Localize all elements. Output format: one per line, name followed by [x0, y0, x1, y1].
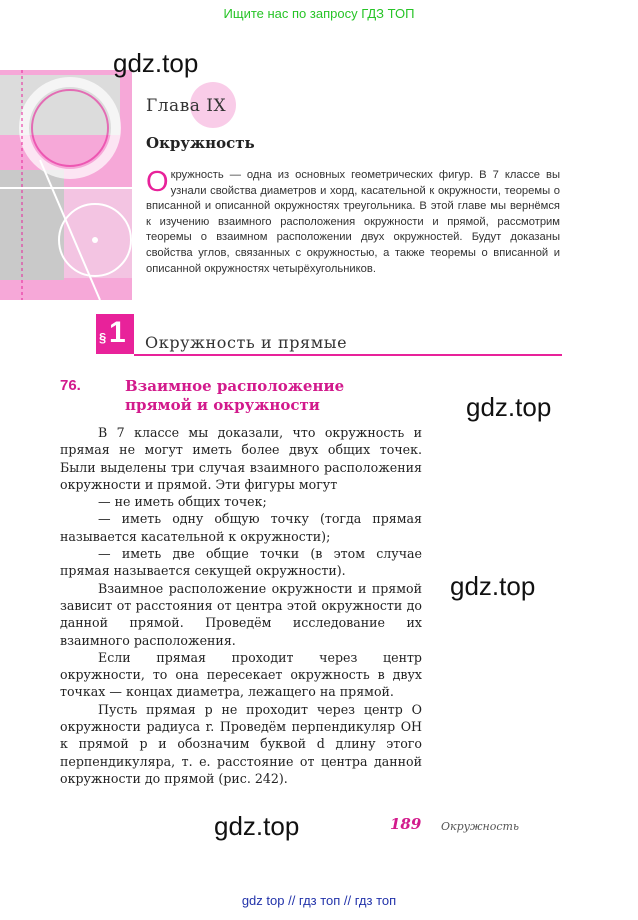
body-paragraph: В 7 классе мы доказали, что окружность и прямая не могут иметь более двух общих точек. Были выделены три случая взаимного расположения окружности и прямой. Эти фигуры могут	[60, 425, 422, 492]
body-list-item: — иметь одну общую точку (тогда прямая называется касательной к окружности);	[60, 511, 422, 544]
chapter-illustration	[0, 70, 132, 300]
drop-cap: О	[146, 166, 169, 198]
art-panel-left	[0, 170, 64, 280]
paragraph-title	[125, 377, 344, 415]
page-number: 189	[390, 815, 422, 833]
watermark: gdz.top	[450, 571, 536, 601]
body-list-item: — иметь две общие точки (в этом случае прямая называется секущей окружности).	[60, 546, 422, 579]
top-banner[interactable]: Ищите нас по запросу ГДЗ ТОП	[223, 6, 415, 21]
watermark: gdz.top	[214, 811, 300, 841]
section-number: 1	[109, 316, 126, 349]
bottom-links[interactable]: gdz top // гдз топ // гдз топ	[241, 893, 397, 908]
chapter-label: Глава IX	[146, 96, 227, 116]
art-point	[92, 237, 98, 243]
section-symbol: §	[99, 330, 107, 345]
body-list-item: — не иметь общих точек;	[98, 494, 267, 510]
body-text	[60, 424, 422, 787]
section-title: Окружность и прямые	[145, 333, 348, 352]
body-paragraph: Пусть прямая p не проходит через центр O окружности радиуса r. Проведём перпендикуляр OH к прямой p и обозначим буквой d длину этого перпендикуляра, т. е. расстояние от центра данной окружности до прямой (рис. 242).	[60, 701, 422, 786]
paragraph-title-line-1: Взаимное расположение	[125, 377, 345, 395]
watermark: gdz.top	[466, 392, 552, 422]
paragraph-number: 76.	[60, 377, 81, 394]
chapter-title: Окружность	[146, 134, 255, 152]
watermark: gdz.top	[113, 48, 199, 78]
section-rule	[134, 354, 562, 356]
body-paragraph: Взаимное расположение окружности и прямой зависит от расстояния от центра этой окружности до данной прямой. Проведём исследование их взаимного расположения.	[60, 580, 422, 648]
page-running-title: Окружность	[441, 820, 519, 833]
body-paragraph: Если прямая проходит через центр окружности, то она пересекает окружность в двух точках — концах диаметра, лежащего на прямой.	[60, 649, 422, 700]
chapter-intro	[146, 168, 560, 277]
section-badge	[96, 314, 134, 354]
paragraph-title-line-2: прямой и окружности	[125, 396, 320, 414]
intro-text: кружность — одна из основных геометрических фигур. В 7 классе вы узнали свойства диаметров и хорд, касательной к окружности, теоремы о вписанной и описанной окружностях треугольника. В этой главе мы вернёмся к изучению взаимного расположения окружности и прямой, рассмотрим теоремы о взаимном расположении двух окружностей. Будут доказаны свойства углов, связанных с окружностью, а также теоремы о вписанной и описанной окружностях четырёхугольников.	[146, 169, 560, 275]
